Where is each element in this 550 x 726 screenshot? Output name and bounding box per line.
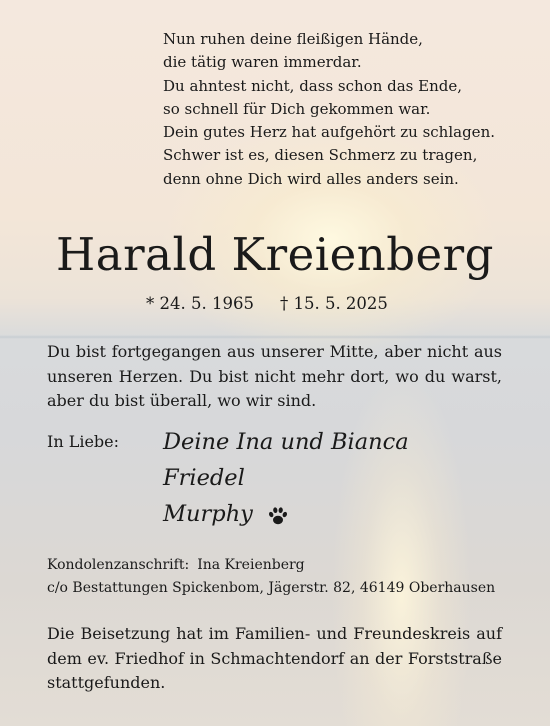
life-dates [146,292,388,316]
poem-line: Du ahntest nicht, dass schon das Ende, [163,76,462,95]
poem-line: Dein gutes Herz hat aufgehört zu schlagen. [163,123,495,142]
condolence-line [47,554,495,577]
condolence-street-address: c/o Bestattungen Spickenbom, Jägerstr. 82, 46149 Oberhausen [47,580,496,596]
paw-print-icon [267,502,289,524]
condolence-address [47,554,495,600]
poem-line: denn ohne Dich wird alles anders sein. [163,169,459,188]
signer-name: Friedel [163,465,245,491]
signer-pet [163,496,409,532]
poem-line: Nun ruhen deine fleißigen Hände, [163,30,423,48]
signer-name: Deine Ina und Bianca [163,429,409,455]
memorial-poem [163,28,523,191]
poem-line: so schnell für Dich gekommen war. [163,99,431,118]
signer-name: Murphy [163,501,253,527]
condolence-label: Kondolenzanschrift: [47,557,190,573]
signoff-label: In Liebe: [47,432,120,451]
deceased-name: Harald Kreienberg [56,228,494,281]
poem-line: Schwer ist es, diesen Schmerz zu tragen, [163,146,478,165]
signers-list [163,424,409,532]
sea-horizon [0,335,550,339]
birth-date: * 24. 5. 1965 [146,294,254,313]
poem-line: die tätig waren immerdar. [163,53,362,72]
death-date: † 15. 5. 2025 [279,294,388,313]
condolence-contact: Ina Kreienberg [197,557,305,573]
memorial-text: Du bist fortgegangen aus unserer Mitte, aber nicht aus unseren Herzen. Du bist nicht mehr dort, wo du warst, aber du bist überall, wo wir sind. [47,342,502,410]
funeral-note: Die Beisetzung hat im Familien- und Freundeskreis auf dem ev. Friedhof in Schmachtendorf an der Forststraße stattgefunden. [47,624,502,692]
